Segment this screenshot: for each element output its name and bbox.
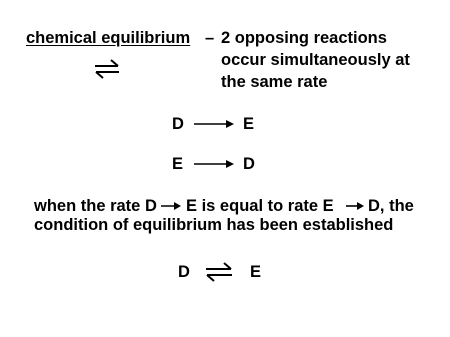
reaction-2-right: D <box>243 155 255 173</box>
right-arrow-icon <box>345 200 365 212</box>
definition-line-3: the same rate <box>221 73 328 91</box>
reaction-1-right: E <box>243 115 255 133</box>
condition-part-2: E is equal to rate E <box>186 197 334 215</box>
term-heading: chemical equilibrium <box>26 29 191 47</box>
condition-line-2: condition of equilibrium has been established <box>34 216 394 234</box>
equilibrium-arrows-icon <box>205 261 233 283</box>
reaction-2-left: E <box>172 155 184 173</box>
equilibrium-left: D <box>178 263 190 281</box>
right-arrow-icon <box>193 118 235 130</box>
definition-line-1: 2 opposing reactions <box>221 29 387 47</box>
equilibrium-arrows-icon <box>94 58 120 80</box>
definition-line-2: occur simultaneously at <box>221 51 410 69</box>
right-arrow-icon <box>160 200 182 212</box>
reaction-1-left: D <box>172 115 184 133</box>
condition-part-3: D, the <box>368 197 414 215</box>
right-arrow-icon <box>193 158 235 170</box>
condition-part-1: when the rate D <box>34 197 157 215</box>
dash: – <box>205 29 215 47</box>
equilibrium-right: E <box>250 263 262 281</box>
